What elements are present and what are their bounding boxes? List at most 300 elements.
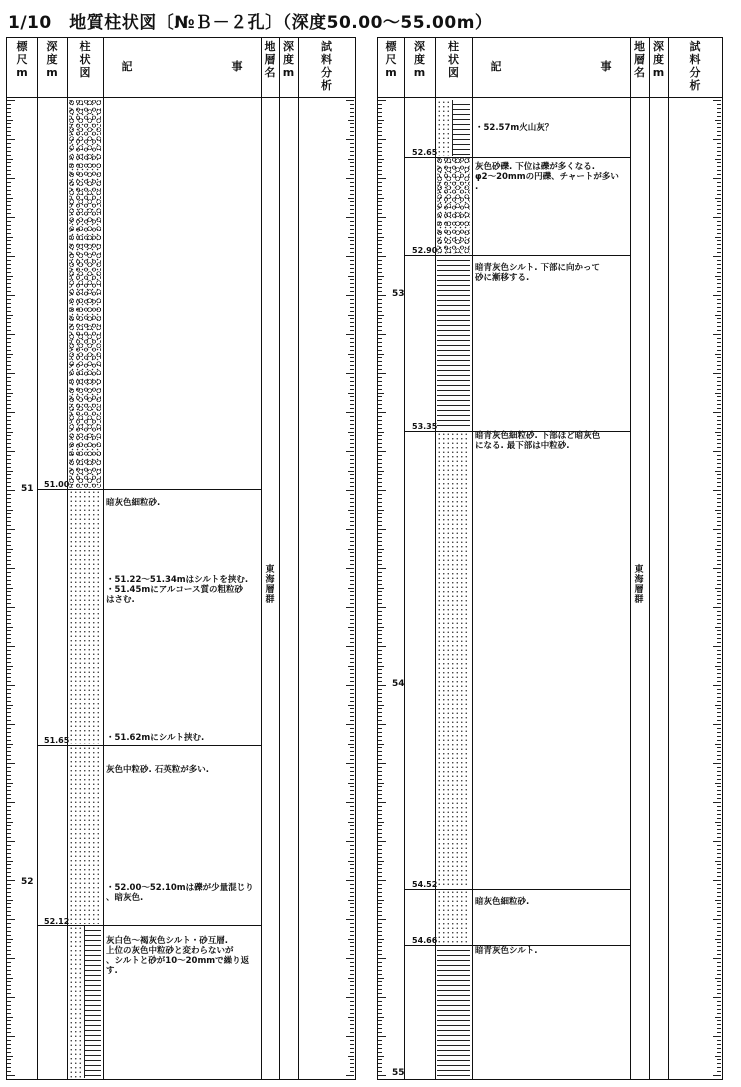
ruler-tick — [378, 322, 382, 323]
ruler-tick — [717, 1028, 721, 1029]
ruler-tick — [717, 931, 721, 932]
ruler-tick — [378, 654, 382, 655]
ruler-tick — [350, 798, 354, 799]
ruler-tick — [717, 845, 721, 846]
ruler-tick — [346, 334, 354, 335]
ruler-tick — [378, 572, 382, 573]
ruler-tick — [378, 603, 382, 604]
ruler-tick — [378, 1048, 382, 1049]
ruler-tick — [717, 155, 721, 156]
ruler-tick — [717, 935, 721, 936]
ruler-tick — [717, 502, 721, 503]
ruler-tick — [378, 143, 382, 144]
ruler-tick — [378, 303, 382, 304]
ruler-tick — [7, 1017, 13, 1018]
ruler-tick — [717, 1005, 721, 1006]
ruler-tick — [378, 350, 382, 351]
ruler-tick — [7, 927, 11, 928]
ruler-tick — [378, 1036, 386, 1037]
ruler-tick — [378, 471, 384, 472]
ruler-tick — [717, 424, 721, 425]
ruler-tick — [378, 790, 382, 791]
ruler-tick — [378, 108, 382, 109]
ruler-tick — [717, 903, 721, 904]
description-text: ・51.22～51.34mはシルトを挟む. ・51.45mにアルコース質の粗粒砂 はさむ. — [106, 575, 249, 605]
ruler-tick — [350, 424, 354, 425]
ruler-tick — [378, 295, 386, 296]
ruler-tick — [350, 599, 354, 600]
description-text: ・52.00～52.10mは礫が少量混じり 、暗灰色. — [106, 883, 254, 903]
ruler-tick — [350, 463, 354, 464]
ruler-tick — [7, 416, 11, 417]
ruler-tick — [717, 131, 721, 132]
ruler-tick — [350, 736, 354, 737]
ruler-tick — [348, 393, 354, 394]
ruler-tick — [717, 720, 721, 721]
ruler-tick — [378, 377, 382, 378]
ruler-tick — [378, 1059, 382, 1060]
ruler-tick — [350, 1040, 354, 1041]
ruler-tick — [378, 213, 382, 214]
ruler-tick — [378, 393, 384, 394]
depth-label: 51.65 — [44, 736, 70, 745]
ruler-tick — [7, 104, 11, 105]
ruler-tick — [717, 974, 721, 975]
ruler-tick — [378, 716, 382, 717]
ruler-tick — [713, 1075, 721, 1076]
ruler-tick — [7, 248, 11, 249]
ruler-tick — [717, 311, 721, 312]
ruler-tick — [717, 439, 721, 440]
ruler-tick — [717, 494, 721, 495]
ruler-tick — [717, 970, 721, 971]
ruler-tick — [378, 166, 382, 167]
ruler-tick — [350, 244, 354, 245]
ruler-tick — [378, 494, 382, 495]
ruler-tick — [717, 435, 721, 436]
header-depth2: 深 度 m — [282, 40, 295, 79]
ruler-tick — [715, 1017, 721, 1018]
description-text: 暗青灰色細粒砂. 下部ほど暗灰色 になる. 最下部は中粒砂. — [475, 431, 601, 451]
ruler-tick — [378, 151, 382, 152]
ruler-tick — [7, 1048, 11, 1049]
ruler-tick — [350, 299, 354, 300]
ruler-tick — [350, 935, 354, 936]
ruler-tick — [378, 997, 386, 998]
ruler-tick — [717, 962, 721, 963]
ruler-tick — [348, 705, 354, 706]
ruler-tick — [350, 112, 354, 113]
ruler-tick — [713, 412, 721, 413]
ruler-tick — [7, 131, 11, 132]
ruler-tick — [350, 252, 354, 253]
ruler-tick — [713, 529, 721, 530]
ruler-tick — [346, 373, 354, 374]
ruler-tick — [717, 361, 721, 362]
ruler-tick — [348, 939, 354, 940]
ruler-tick — [717, 1020, 721, 1021]
ruler-tick — [378, 233, 382, 234]
header-sample: 試 料 分 析 — [321, 40, 332, 92]
ruler-tick — [717, 307, 721, 308]
ruler-tick — [717, 1044, 721, 1045]
ruler-tick — [7, 537, 11, 538]
ruler-tick — [717, 357, 721, 358]
ruler-tick — [7, 615, 11, 616]
ruler-tick — [717, 467, 721, 468]
ruler-tick — [715, 939, 721, 940]
ash-pattern — [437, 100, 470, 156]
page-title: 1/10 地質柱状図〔№Ｂ－２孔〕（深度50.00～55.00m） — [8, 13, 493, 33]
ruler-tick — [350, 240, 354, 241]
ruler-tick — [378, 802, 386, 803]
ruler-tick — [378, 459, 382, 460]
ruler-tick — [378, 919, 386, 920]
ruler-tick — [346, 685, 354, 686]
ruler-tick — [717, 1071, 721, 1072]
ruler-tick — [378, 178, 386, 179]
ruler-tick — [378, 424, 382, 425]
ruler-tick — [378, 256, 386, 257]
ruler-tick — [7, 240, 11, 241]
ruler-tick — [350, 564, 354, 565]
ruler-tick — [717, 950, 721, 951]
ruler-tick — [7, 525, 11, 526]
ruler-tick — [7, 233, 11, 234]
ruler-tick — [350, 623, 354, 624]
ruler-tick — [378, 416, 382, 417]
ruler-tick — [350, 435, 354, 436]
log-panel-left — [6, 37, 356, 1080]
ruler-tick — [717, 1032, 721, 1033]
ruler-tick — [7, 751, 11, 752]
ruler-tick — [350, 911, 354, 912]
ruler-tick — [378, 482, 382, 483]
ruler-tick — [715, 744, 721, 745]
ruler-tick — [350, 541, 354, 542]
ruler-tick — [7, 654, 11, 655]
ruler-tick — [7, 697, 11, 698]
ruler-tick — [378, 537, 382, 538]
ruler-tick — [7, 825, 11, 826]
ruler-tick — [717, 322, 721, 323]
description-text: 暗灰色細粒砂. — [106, 498, 161, 508]
ruler-tick — [350, 701, 354, 702]
ruler-tick — [717, 673, 721, 674]
log-panel-right — [377, 37, 723, 1080]
ruler-tick — [378, 467, 382, 468]
ruler-tick — [713, 451, 721, 452]
ruler-tick — [350, 708, 354, 709]
ruler-tick — [717, 233, 721, 234]
ruler-tick — [350, 1001, 354, 1002]
ruler-tick — [717, 416, 721, 417]
ruler-tick — [378, 170, 382, 171]
ruler-tick — [350, 970, 354, 971]
ruler-tick — [350, 162, 354, 163]
ruler-tick — [7, 393, 13, 394]
ruler-tick — [7, 412, 15, 413]
ruler-tick — [350, 981, 354, 982]
ruler-tick — [717, 591, 721, 592]
ruler-tick — [346, 568, 354, 569]
ruler-tick — [717, 205, 721, 206]
ruler-tick — [348, 120, 354, 121]
ruler-tick — [350, 864, 354, 865]
ruler-tick — [378, 369, 382, 370]
ruler-tick — [378, 857, 382, 858]
ruler-tick — [7, 849, 11, 850]
ruler-tick — [350, 303, 354, 304]
ruler-tick — [350, 669, 354, 670]
ruler-tick — [717, 537, 721, 538]
ruler-tick — [350, 751, 354, 752]
ruler-tick — [350, 697, 354, 698]
ruler-tick — [350, 318, 354, 319]
ruler-tick — [378, 993, 382, 994]
ruler-tick — [348, 666, 354, 667]
ruler-tick — [715, 510, 721, 511]
ruler-tick — [378, 127, 382, 128]
ruler-tick — [7, 389, 11, 390]
ruler-tick — [350, 283, 354, 284]
ruler-tick — [7, 650, 11, 651]
ruler-tick — [350, 420, 354, 421]
ruler-tick — [350, 732, 354, 733]
ruler-tick — [378, 759, 382, 760]
ruler-tick — [378, 268, 382, 269]
ruler-tick — [7, 322, 11, 323]
header-formation: 地 層 名 — [634, 40, 645, 79]
ruler-tick — [378, 552, 382, 553]
ruler-tick — [378, 260, 382, 261]
ruler-tick — [7, 213, 11, 214]
ruler-tick — [350, 584, 354, 585]
ruler-tick — [717, 151, 721, 152]
ruler-tick — [717, 240, 721, 241]
ruler-tick — [350, 634, 354, 635]
ruler-tick — [717, 1048, 721, 1049]
ruler-tick — [717, 747, 721, 748]
ruler-tick — [717, 326, 721, 327]
depth-label: 53.35 — [412, 422, 438, 431]
ruler-tick — [350, 264, 354, 265]
ruler-tick — [350, 849, 354, 850]
ruler-tick — [350, 190, 354, 191]
ruler-tick — [7, 279, 11, 280]
ruler-tick — [7, 463, 11, 464]
ruler-tick — [346, 880, 354, 881]
ruler-tick — [7, 923, 11, 924]
ruler-tick — [378, 872, 382, 873]
ruler-tick — [713, 217, 721, 218]
ruler-tick — [346, 646, 354, 647]
ruler-tick — [717, 552, 721, 553]
ruler-tick — [7, 970, 11, 971]
ruler-tick — [7, 798, 11, 799]
ruler-tick — [7, 264, 11, 265]
ruler-tick — [7, 876, 11, 877]
ruler-tick — [378, 112, 382, 113]
ruler-tick — [346, 451, 354, 452]
ruler-tick — [717, 911, 721, 912]
ruler-tick — [350, 229, 354, 230]
ruler-tick — [350, 186, 354, 187]
ruler-tick — [378, 428, 382, 429]
ruler-tick — [378, 315, 384, 316]
ruler-tick — [348, 861, 354, 862]
ruler-tick — [378, 970, 382, 971]
ruler-tick — [348, 978, 354, 979]
ruler-tick — [7, 545, 11, 546]
ruler-tick — [350, 260, 354, 261]
ruler-tick — [378, 248, 382, 249]
ruler-tick — [717, 209, 721, 210]
ruler-tick — [378, 736, 382, 737]
ruler-tick — [7, 833, 11, 834]
ruler-tick — [7, 580, 11, 581]
ruler-tick — [378, 1020, 382, 1021]
ruler-tick — [350, 545, 354, 546]
ruler-tick — [350, 974, 354, 975]
ruler-tick — [350, 322, 354, 323]
ruler-tick — [717, 915, 721, 916]
ruler-tick — [378, 775, 382, 776]
ruler-tick — [715, 120, 721, 121]
ruler-tick — [7, 162, 11, 163]
ruler-tick — [7, 568, 15, 569]
ruler-tick — [378, 283, 382, 284]
ruler-tick — [7, 900, 13, 901]
ruler-tick — [378, 311, 382, 312]
ruler-tick — [717, 564, 721, 565]
ruler-tick — [7, 318, 11, 319]
ruler-tick — [717, 740, 721, 741]
ruler-tick — [717, 619, 721, 620]
ruler-tick — [715, 705, 721, 706]
ruler-tick — [7, 338, 11, 339]
ruler-tick — [378, 1017, 384, 1018]
ruler-tick — [7, 221, 11, 222]
ruler-tick — [378, 217, 386, 218]
ruler-tick — [7, 510, 13, 511]
ruler-tick — [350, 123, 354, 124]
ruler-tick — [7, 763, 15, 764]
ruler-tick — [350, 806, 354, 807]
ruler-tick — [717, 1001, 721, 1002]
ruler-tick — [378, 346, 382, 347]
ruler-tick — [350, 1052, 354, 1053]
ruler-tick — [7, 919, 15, 920]
fine-sand-pattern — [437, 890, 470, 944]
ruler-tick — [7, 724, 15, 725]
ruler-tick — [378, 276, 384, 277]
ruler-tick — [713, 646, 721, 647]
ruler-tick — [350, 439, 354, 440]
ruler-tick — [717, 615, 721, 616]
ruler-tick — [350, 155, 354, 156]
ruler-tick — [7, 942, 11, 943]
ruler-tick — [7, 744, 13, 745]
ruler-tick — [350, 279, 354, 280]
ruler-tick — [717, 556, 721, 557]
ruler-tick — [378, 287, 382, 288]
ruler-tick — [350, 814, 354, 815]
ruler-tick — [350, 650, 354, 651]
ruler-tick — [7, 560, 11, 561]
ruler-tick — [378, 463, 382, 464]
ruler-tick — [717, 143, 721, 144]
ruler-tick — [378, 451, 386, 452]
ruler-tick — [717, 287, 721, 288]
ruler-tick — [378, 244, 382, 245]
ruler-tick — [7, 311, 11, 312]
ruler-tick — [7, 677, 11, 678]
ruler-tick — [717, 681, 721, 682]
ruler-tick — [350, 143, 354, 144]
ruler-tick — [717, 420, 721, 421]
ruler-tick — [348, 315, 354, 316]
ruler-tick — [378, 884, 382, 885]
ruler-tick — [378, 927, 382, 928]
ruler-tick — [7, 939, 13, 940]
ruler-tick — [378, 779, 382, 780]
ruler-tick — [7, 174, 11, 175]
ruler-tick — [7, 595, 11, 596]
ruler-tick — [378, 903, 382, 904]
ruler-tick — [378, 513, 382, 514]
ruler-tick — [378, 880, 386, 881]
ruler-tick — [7, 307, 11, 308]
ruler-tick — [7, 346, 11, 347]
ruler-tick — [378, 767, 382, 768]
ruler-tick — [717, 264, 721, 265]
ruler-tick — [350, 478, 354, 479]
ruler-tick — [717, 1009, 721, 1010]
ruler-tick — [717, 166, 721, 167]
ruler-tick — [378, 814, 382, 815]
ruler-tick — [717, 478, 721, 479]
ruler-tick — [7, 1020, 11, 1021]
ruler-tick — [7, 837, 11, 838]
ruler-tick — [346, 1036, 354, 1037]
ruler-tick — [346, 958, 354, 959]
ruler-tick — [717, 790, 721, 791]
ruler-tick — [717, 708, 721, 709]
ruler-tick — [350, 767, 354, 768]
ruler-tick — [717, 896, 721, 897]
ruler-tick — [7, 935, 11, 936]
ruler-tick — [378, 194, 382, 195]
ruler-tick — [7, 591, 11, 592]
ruler-tick — [350, 521, 354, 522]
ruler-tick — [717, 272, 721, 273]
ruler-tick — [7, 260, 11, 261]
ruler-tick — [350, 396, 354, 397]
ruler-tick — [717, 872, 721, 873]
ruler-tick — [378, 599, 382, 600]
ruler-tick — [7, 689, 11, 690]
ruler-tick — [378, 673, 382, 674]
ruler-tick — [717, 213, 721, 214]
ruler-tick — [378, 611, 382, 612]
ruler-tick — [717, 623, 721, 624]
ruler-tick — [378, 272, 382, 273]
ruler-tick — [378, 510, 384, 511]
ruler-tick — [378, 264, 382, 265]
ruler-tick — [7, 857, 11, 858]
ruler-tick — [378, 662, 382, 663]
